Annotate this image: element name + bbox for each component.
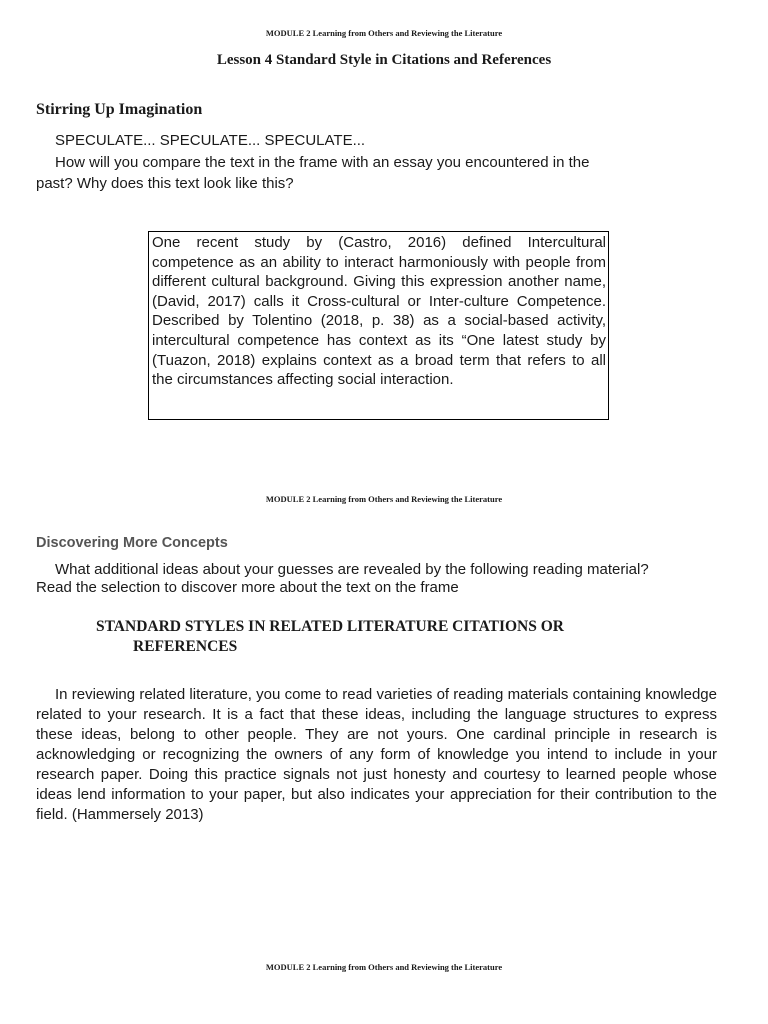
question-line-1: How will you compare the text in the frame with an essay you encountered in the bbox=[55, 154, 590, 171]
concepts-heading: Discovering More Concepts bbox=[36, 535, 228, 551]
standard-title-line-2: REFERENCES bbox=[133, 638, 238, 655]
speculate-line: SPECULATE... SPECULATE... SPECULATE... bbox=[55, 132, 366, 149]
stirring-heading: Stirring Up Imagination bbox=[36, 101, 203, 118]
question-line-2: past? Why does this text look like this? bbox=[36, 175, 294, 192]
standard-paragraph: In reviewing related literature, you come to read varieties of reading materials containing knowledge related to your research. It is a fact that these ideas, including the language structures to express these ideas, belong to other people. They are not yours. One cardinal principle in research is acknowledging or recognizing the owners of any form of knowledge you intend to include in your research paper. Doing this practice signals not just honesty and courtesy to learned people whose ideas lend information to your paper, but also indicates your appreciation for their contribution to the field. (Hammersely 2013) bbox=[36, 686, 717, 823]
lesson-title: Lesson 4 Standard Style in Citations and References bbox=[216, 52, 552, 68]
standard-title-line-1: STANDARD STYLES IN RELATED LITERATURE CITATIONS OR bbox=[96, 618, 564, 635]
quoted-frame bbox=[148, 231, 609, 420]
module-header-top: MODULE 2 Learning from Others and Reviewing the Literature bbox=[265, 28, 503, 38]
standard-styles-title bbox=[96, 617, 564, 657]
module-header-middle: MODULE 2 Learning from Others and Reviewing the Literature bbox=[265, 494, 503, 504]
module-header-bottom: MODULE 2 Learning from Others and Reviewing the Literature bbox=[265, 962, 503, 972]
frame-text: One recent study by (Castro, 2016) defined Intercultural competence as an ability to interact harmoniously with people from different cultural background. Giving this expression another name, (David, 2017) calls it Cross-cultural or Inter-culture Competence. Described by Tolentino (2018, p. 38) as a social-based activity, intercultural competence has context as its “One latest study by (Tuazon, 2018) explains context as a broad term that refers to all the circumstances affecting social interaction. bbox=[152, 234, 606, 389]
concepts-intro-line-1: What additional ideas about your guesses are revealed by the following reading material? bbox=[55, 561, 649, 578]
concepts-intro-line-2: Read the selection to discover more about the text on the frame bbox=[36, 579, 459, 596]
